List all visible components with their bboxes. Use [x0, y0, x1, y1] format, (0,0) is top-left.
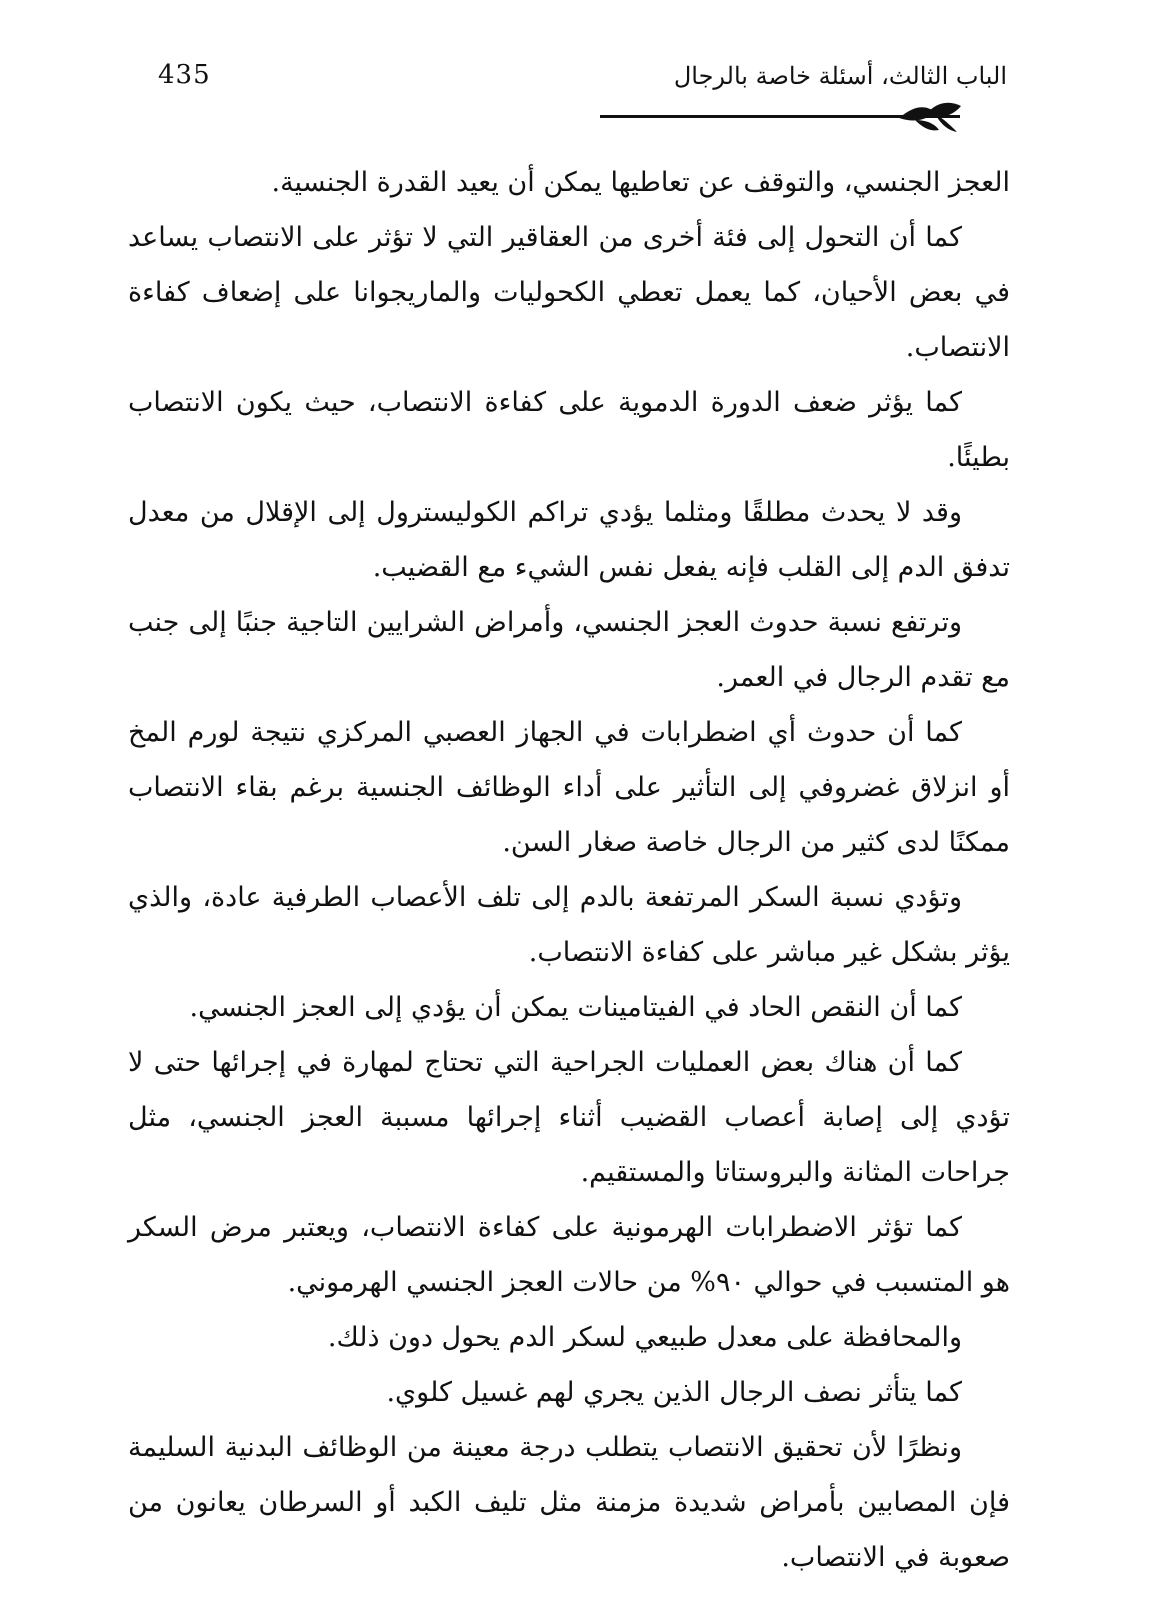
paragraph: كما تؤثر الاضطرابات الهرمونية على كفاءة الانتصاب، ويعتبر مرض السكر هو المتسبب في حوالي ٩٠% من حالات العجز الجنسي الهرموني.	[128, 1212, 1010, 1298]
paragraph: كما يتأثر نصف الرجال الذين يجري لهم غسيل كلوي.	[386, 1377, 962, 1408]
paragraph: كما أن النقص الحاد في الفيتامينات يمكن أن يؤدي إلى العجز الجنسي.	[189, 992, 962, 1023]
running-header: الباب الثالث، أسئلة خاصة بالرجال	[673, 62, 1007, 90]
paragraph: والمحافظة على معدل طبيعي لسكر الدم يحول دون ذلك.	[327, 1322, 962, 1353]
paragraph: وترتفع نسبة حدوث العجز الجنسي، وأمراض الشرايين التاجية جنبًا إلى جنب مع تقدم الرجال في العمر.	[128, 607, 1010, 693]
paragraph: العجز الجنسي، والتوقف عن تعاطيها يمكن أن يعيد القدرة الجنسية.	[271, 167, 1010, 198]
paragraph: كما أن حدوث أي اضطرابات في الجهاز العصبي المركزي نتيجة لورم المخ أو انزلاق غضروفي إلى التأثير على أداء الوظائف الجنسية برغم بقاء الانتصاب ممكنًا لدى كثير من الرجال خاصة صغار السن.	[128, 717, 1010, 858]
paragraph: كما يؤثر ضعف الدورة الدموية على كفاءة الانتصاب، حيث يكون الانتصاب بطيئًا.	[128, 387, 1010, 473]
paragraph: كما أن هناك بعض العمليات الجراحية التي تحتاج لمهارة في إجرائها حتى لا تؤدي إلى إصابة أعصاب القضيب أثناء إجرائها مسببة العجز الجنسي، مثل جراحات المثانة والبروستاتا والمستقيم.	[128, 1047, 1010, 1188]
paragraph: وقد لا يحدث مطلقًا ومثلما يؤدي تراكم الكوليسترول إلى الإقلال من معدل تدفق الدم إلى القلب فإنه يفعل نفس الشيء مع القضيب.	[128, 497, 1010, 583]
paragraph: كما أن التحول إلى فئة أخرى من العقاقير التي لا تؤثر على الانتصاب يساعد في بعض الأحيان، كما يعمل تعطي الكحوليات والماريجوانا على إضعاف كفاءة الانتصاب.	[128, 222, 1010, 363]
body-text	[128, 155, 1010, 1585]
paragraph: وتؤدي نسبة السكر المرتفعة بالدم إلى تلف الأعصاب الطرفية عادة، والذي يؤثر بشكل غير مباشر على كفاءة الانتصاب.	[128, 882, 1010, 968]
leaf-ornament-icon	[895, 96, 965, 136]
paragraph: ونظرًا لأن تحقيق الانتصاب يتطلب درجة معينة من الوظائف البدنية السليمة فإن المصابين بأمراض شديدة مزمنة مثل تليف الكبد أو السرطان يعانون من صعوبة في الانتصاب.	[128, 1432, 1010, 1573]
page-number: 435	[158, 60, 211, 90]
